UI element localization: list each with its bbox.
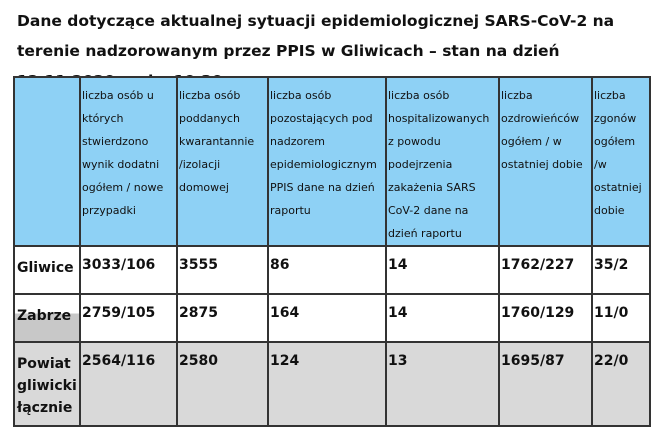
cell-supervision: 164 xyxy=(268,294,386,342)
header-recovered: liczba ozdrowieńców ogółem / w ostatniej dobie xyxy=(499,77,592,246)
cell-deaths: 11/0 xyxy=(592,294,650,342)
table-row xyxy=(14,294,650,342)
cell-recovered: 1760/129 xyxy=(499,294,592,342)
cell-deaths: 22/0 xyxy=(592,342,650,426)
cell-positive-cases: 2564/116 xyxy=(80,342,177,426)
row-label: Zabrze xyxy=(14,294,80,342)
header-supervision: liczba osób pozostających pod nadzorem epidemiologicznym PPIS dane na dzień raportu xyxy=(268,77,386,246)
header-corner xyxy=(14,77,80,246)
header-hospitalized: liczba osób hospitalizowanych z powodu podejrzenia zakażenia SARS CoV-2 dane na dzień raportu xyxy=(386,77,499,246)
row-label: Gliwice xyxy=(14,246,80,294)
cell-hospitalized: 13 xyxy=(386,342,499,426)
page-title: Dane dotyczące aktualnej sytuacji epidemiologicznej SARS-CoV-2 na terenie nadzorowanym przez PPIS w Gliwicach – stan na dzień xyxy=(17,12,615,60)
cell-quarantine: 2875 xyxy=(177,294,268,342)
cell-hospitalized: 14 xyxy=(386,246,499,294)
statistics-table-container xyxy=(13,76,649,422)
cell-quarantine: 2580 xyxy=(177,342,268,426)
header-positive-cases: liczba osób u których stwierdzono wynik dodatni ogółem / nowe przypadki xyxy=(80,77,177,246)
header-quarantine: liczba osób poddanych kwarantannie /izolacji domowej xyxy=(177,77,268,246)
header-deaths: liczba zgonów ogółem /w ostatniej dobie xyxy=(592,77,650,246)
statistics-table xyxy=(13,76,651,427)
cell-deaths: 35/2 xyxy=(592,246,650,294)
row-label: Powiat gliwicki łącznie xyxy=(14,342,80,426)
cell-hospitalized: 14 xyxy=(386,294,499,342)
cell-quarantine: 3555 xyxy=(177,246,268,294)
cell-recovered: 1695/87 xyxy=(499,342,592,426)
cell-recovered: 1762/227 xyxy=(499,246,592,294)
cell-positive-cases: 2759/105 xyxy=(80,294,177,342)
cell-positive-cases: 3033/106 xyxy=(80,246,177,294)
table-header-row xyxy=(14,77,650,246)
cell-supervision: 124 xyxy=(268,342,386,426)
table-row xyxy=(14,246,650,294)
table-row xyxy=(14,342,650,426)
cell-supervision: 86 xyxy=(268,246,386,294)
